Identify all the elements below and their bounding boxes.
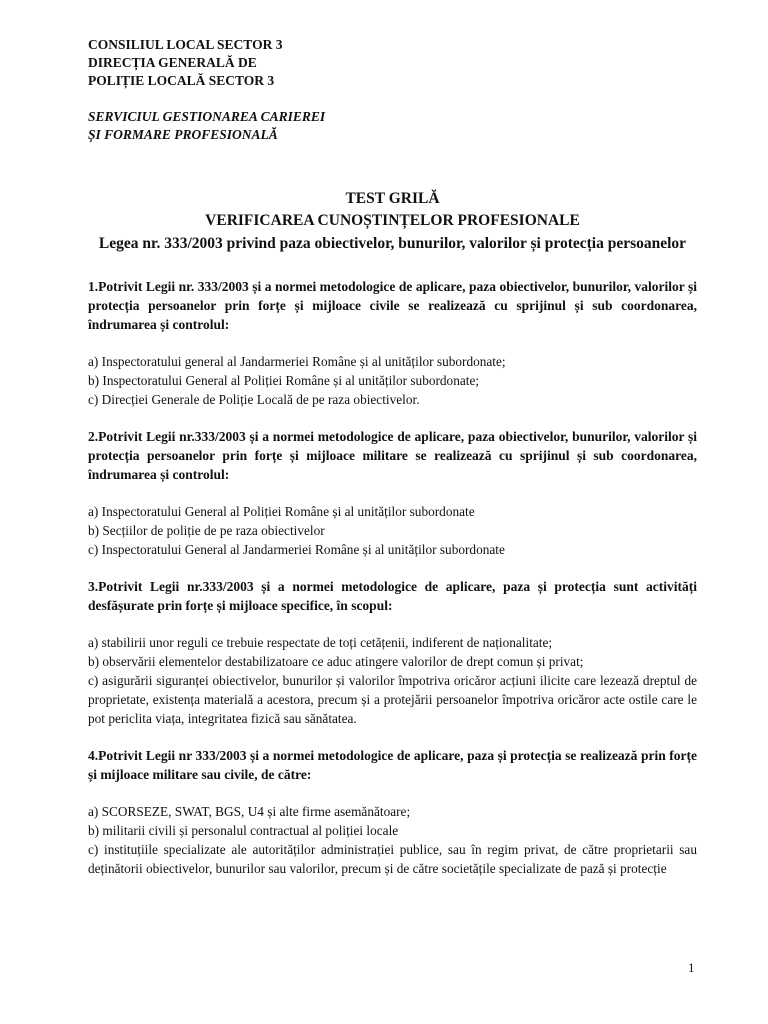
header-line-directorate: DIRECȚIA GENERALĂ DE — [88, 55, 257, 70]
answer-option[interactable]: b) observării elementelor destabilizatoare ce aduc atingere valorilor de drept comun și privat; — [88, 654, 584, 669]
answer-list — [88, 502, 697, 559]
answer-option[interactable]: a) Inspectoratului general al Jandarmeriei Române și al unităților subordonate; — [88, 354, 506, 369]
question-text: 2.Potrivit Legii nr.333/2003 și a normei metodologice de aplicare, paza obiectivelor, bunurilor, valorilor și protecția persoanelor prin forțe și mijloace militare se realizează cu sprijinul și sub coordonarea, îndrumarea și controlul: — [88, 429, 697, 482]
header-line-police: POLIȚIE LOCALĂ SECTOR 3 — [88, 73, 275, 88]
header-line-council: CONSILIUL LOCAL SECTOR 3 — [88, 37, 283, 52]
service-line-2: ȘI FORMARE PROFESIONALĂ — [88, 127, 278, 142]
question-1 — [88, 277, 697, 409]
answer-option[interactable]: b) Inspectoratului General al Poliției Române și al unităților subordonate; — [88, 373, 480, 388]
question-3 — [88, 577, 697, 728]
answer-option[interactable]: c) asigurării siguranței obiectivelor, bunurilor și valorilor împotriva oricăror acțiuni ilicite care lezează dreptul de proprietate, existența materială a acestora, precum și a protejării persoanelor împotriva oricăror acte ostile care le pot periclita viața, integritatea fizică sau sănătatea. — [88, 673, 697, 726]
answer-option[interactable]: a) Inspectoratului General al Poliției Române și al unităților subordonate — [88, 504, 475, 519]
answer-option[interactable]: b) militarii civili și personalul contractual al poliției locale — [88, 823, 399, 838]
page-number: 1 — [688, 960, 695, 975]
question-text: 1.Potrivit Legii nr. 333/2003 și a normei metodologice de aplicare, paza obiectivelor, bunurilor, valorilor și protecția persoanelor prin forțe și mijloace civile se realizează cu sprijinul și sub coordonarea, îndrumarea și controlul: — [88, 279, 697, 332]
law-title: Legea nr. 333/2003 privind paza obiectivelor, bunurilor, valorilor și protecția persoanelor — [98, 235, 687, 252]
answer-list — [88, 352, 697, 409]
answer-option[interactable]: c) instituțiile specializate ale autorităților administrației publice, sau în regim privat, de către proprietarii sau deținătorii obiectivelor, bunurilor sau valorilor, precum și de către societățile specializate de pază și protecție — [88, 842, 697, 876]
answer-option[interactable]: a) stabilirii unor reguli ce trebuie respectate de toți cetățenii, indiferent de naționalitate; — [88, 635, 553, 650]
answer-option[interactable]: a) SCORSEZE, SWAT, BGS, U4 și alte firme asemănătoare; — [88, 804, 411, 819]
answer-option[interactable]: b) Secțiilor de poliție de pe raza obiectivelor — [88, 523, 325, 538]
title-block — [88, 188, 697, 255]
question-text: 4.Potrivit Legii nr 333/2003 și a normei metodologice de aplicare, paza și protecția se realizează prin forțe și mijloace militare sau civile, de către: — [88, 748, 697, 782]
service-line-1: SERVICIUL GESTIONAREA CARIEREI — [88, 109, 326, 124]
question-text: 3.Potrivit Legii nr.333/2003 și a normei metodologice de aplicare, paza și protecția sunt activități desfășurate prin forțe și mijloace specifice, în scopul: — [88, 579, 697, 613]
answer-option[interactable]: c) Direcției Generale de Poliție Locală de pe raza obiectivelor. — [88, 392, 420, 407]
test-subtitle: VERIFICAREA CUNOȘTINȚELOR PROFESIONALE — [205, 212, 580, 229]
answer-list — [88, 802, 697, 878]
document-page — [88, 36, 697, 878]
answer-option[interactable]: c) Inspectoratului General al Jandarmeriei Române și al unităților subordonate — [88, 542, 505, 557]
test-title: TEST GRILĂ — [345, 190, 440, 207]
answer-list — [88, 633, 697, 728]
question-2 — [88, 427, 697, 559]
header-block — [88, 36, 697, 90]
service-block — [88, 108, 697, 144]
question-4 — [88, 746, 697, 878]
